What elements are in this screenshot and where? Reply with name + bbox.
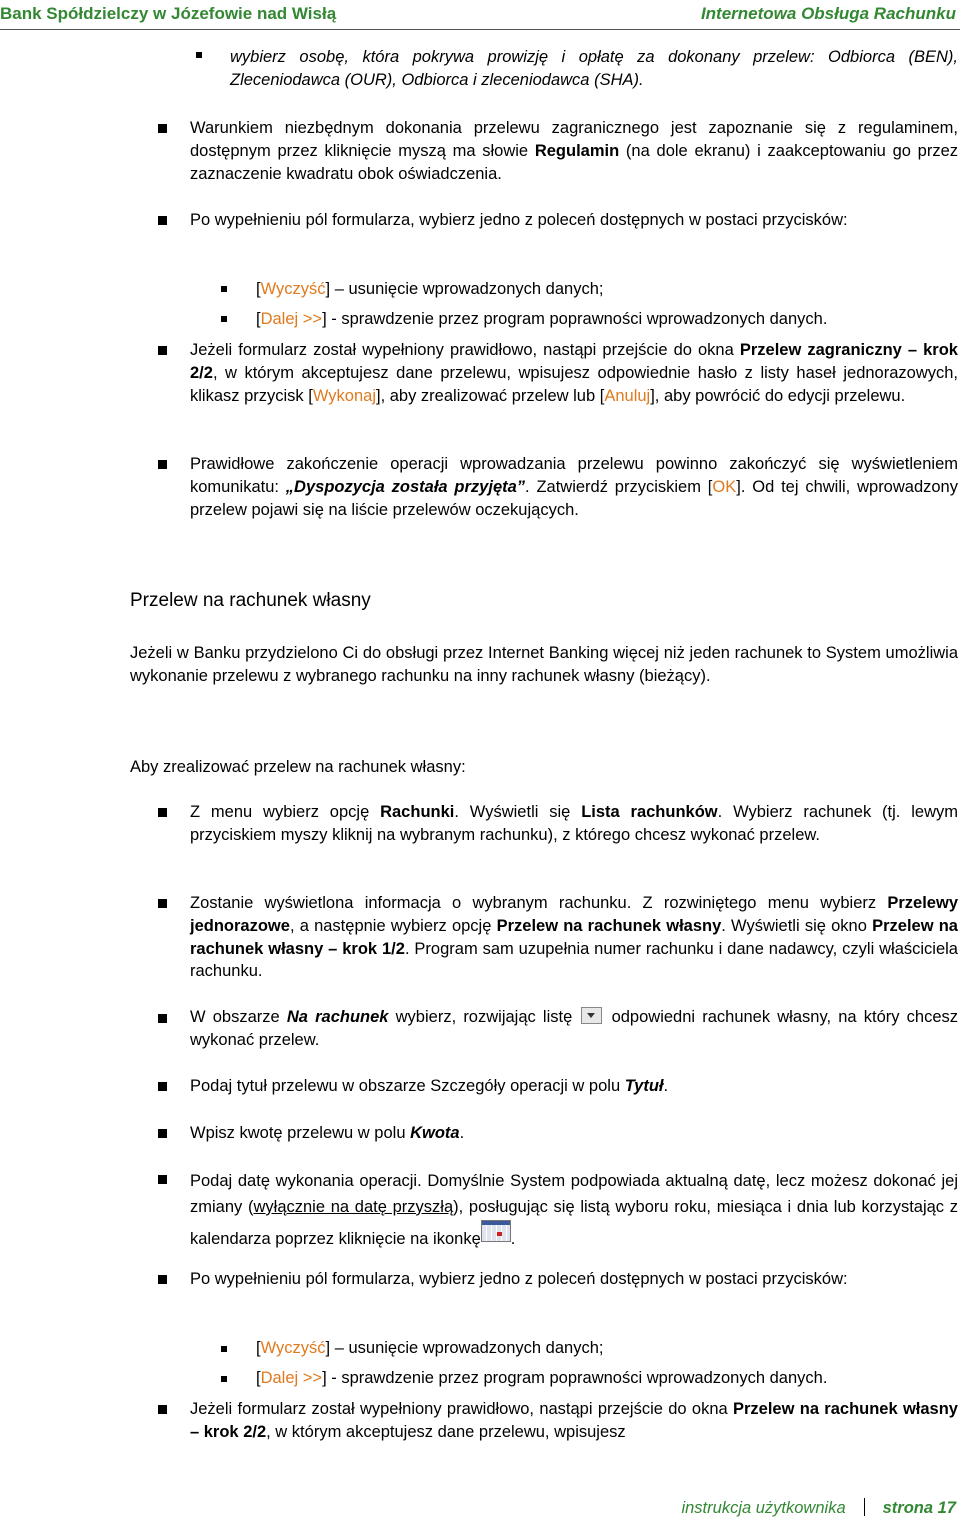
foreign-sub-clear: [Wyczyść] – usunięcie wprowadzonych danych;	[256, 280, 604, 298]
own-bullet-buttons: Po wypełnieniu pól formularza, wybierz jedno z poleceń dostępnych w postaci przycisków:	[190, 1270, 848, 1288]
execute-button-label: Wykonaj	[312, 386, 376, 405]
page-footer	[681, 1498, 956, 1518]
sub-bullet-icon	[221, 1376, 227, 1382]
foreign-sub-next: [Dalej >>] - sprawdzenie przez program poprawności wprowadzonych danych.	[256, 310, 828, 328]
own-bullet-menu: Zostanie wyświetlona informacja o wybranym rachunku. Z rozwiniętego menu wybierz Przelewy jednorazowe, a następnie wybierz opcję Przelew na rachunek własny. Wyświetli się okno Przelew na rachunek własny – krok 1/2. Program sam uzupełnia numer rachunku i dane nadawcy, czyli właściciela rachunku.	[190, 894, 958, 981]
next-button-label: Dalej >>	[260, 310, 323, 328]
sub-bullet-icon	[221, 316, 227, 322]
own-bullet-accounts: Z menu wybierz opcję Rachunki. Wyświetli się Lista rachunków. Wybierz rachunek (tj. lewym przyciskiem myszy kliknij na wybranym rachunku), z którego chcesz wykonać przelew.	[190, 803, 958, 844]
foreign-bullet-confirm: Prawidłowe zakończenie operacji wprowadzania przelewu powinno zakończyć się wyświetleniem komunikatu: „Dyspozycja została przyjęta”. Zatwierdź przyciskiem [OK]. Od tej chwili, wprowadzony przelew pojawi się na liście przelewów oczekujących.	[190, 455, 958, 519]
own-sub-next: [Dalej >>] - sprawdzenie przez program poprawności wprowadzonych danych.	[256, 1369, 828, 1387]
bullet-icon	[158, 124, 167, 133]
own-bullet-step2: Jeżeli formularz został wypełniony prawidłowo, nastąpi przejście do okna Przelew na rachunek własny – krok 2/2, w którym akceptujesz dane przelewu, wpisujesz	[190, 1400, 958, 1441]
foreign-bullet-buttons: Po wypełnieniu pól formularza, wybierz jedno z poleceń dostępnych w postaci przycisków:	[190, 211, 848, 229]
bullet-icon	[158, 899, 167, 908]
bullet-icon	[158, 1014, 167, 1023]
bullet-icon	[158, 1405, 167, 1414]
section-title: Przelew na rachunek własny	[130, 590, 371, 611]
section-intro: Jeżeli w Banku przydzielono Ci do obsługi przez Internet Banking więcej niż jeden rachunek to System umożliwia wykonanie przelewu z wybranego rachunku na inny rachunek własny (bieżący).	[130, 644, 958, 685]
bullet-icon	[158, 346, 167, 355]
page-number: strona 17	[882, 1499, 956, 1517]
own-bullet-date: Podaj datę wykonania operacji. Domyślnie System podpowiada aktualną datę, lecz możesz dokonać jej zmiany (wyłącznie na datę przyszłą), posługując się listą wyboru roku, miesiąca i dnia lub korzystając z kalendarza poprzez kliknięcie na ikonkę .	[190, 1172, 959, 1248]
sub-bullet-icon	[196, 52, 202, 58]
bullet-icon	[158, 1175, 167, 1184]
top-fragment: wybierz osobę, która pokrywa prowizję i opłatę za dokonany przelew: Odbiorca (BEN), Zleceniodawca (OUR), Odbiorca i zleceniodawca (SHA).	[230, 48, 958, 89]
own-bullet-amount: Wpisz kwotę przelewu w polu Kwota.	[190, 1124, 465, 1142]
footer-separator	[864, 1498, 865, 1516]
dropdown-arrow-icon	[581, 1007, 602, 1024]
section-howto: Aby zrealizować przelew na rachunek własny:	[130, 758, 466, 776]
next-button-label: Dalej >>	[260, 1369, 323, 1387]
cancel-button-label: Anuluj	[604, 386, 651, 405]
app-name: Internetowa Obsługa Rachunku	[700, 4, 956, 23]
own-bullet-target: W obszarze Na rachunek wybierz, rozwijając listę odpowiedni rachunek własny, na który chcesz wykonać przelew.	[190, 1008, 958, 1049]
bullet-icon	[158, 1129, 167, 1138]
footer-label: instrukcja użytkownika	[681, 1499, 846, 1517]
clear-button-label: Wyczyść	[260, 280, 326, 298]
sub-bullet-icon	[221, 286, 227, 292]
foreign-bullet-step2: Jeżeli formularz został wypełniony prawidłowo, nastąpi przejście do okna Przelew zagraniczny – krok 2/2, w którym akceptujesz dane przelewu, wpisujesz odpowiednie hasło z listy haseł jednorazowych, klikasz przycisk [Wykonaj], aby zrealizować przelew lub [Anuluj], aby powrócić do edycji przelewu.	[190, 341, 958, 405]
bank-name: Bank Spółdzielczy w Józefowie nad Wisłą	[0, 4, 337, 23]
bullet-icon	[158, 216, 167, 225]
bullet-icon	[158, 1082, 167, 1091]
ok-button-label: OK	[712, 477, 737, 496]
clear-button-label: Wyczyść	[260, 1339, 326, 1357]
foreign-bullet-regulations: Warunkiem niezbędnym dokonania przelewu zagranicznego jest zapoznanie się z regulaminem, dostępnym przez kliknięcie myszą ma słowie Regulamin (na dole ekranu) i zaakceptowaniu go przez zaznaczenie kwadratu obok oświadczenia.	[190, 119, 959, 183]
bullet-icon	[158, 460, 167, 469]
sub-bullet-icon	[221, 1346, 227, 1352]
own-bullet-title: Podaj tytuł przelewu w obszarze Szczegóły operacji w polu Tytuł.	[190, 1077, 669, 1095]
calendar-icon	[481, 1220, 511, 1242]
own-sub-clear: [Wyczyść] – usunięcie wprowadzonych danych;	[256, 1339, 604, 1357]
bullet-icon	[158, 808, 167, 817]
bullet-icon	[158, 1275, 167, 1284]
